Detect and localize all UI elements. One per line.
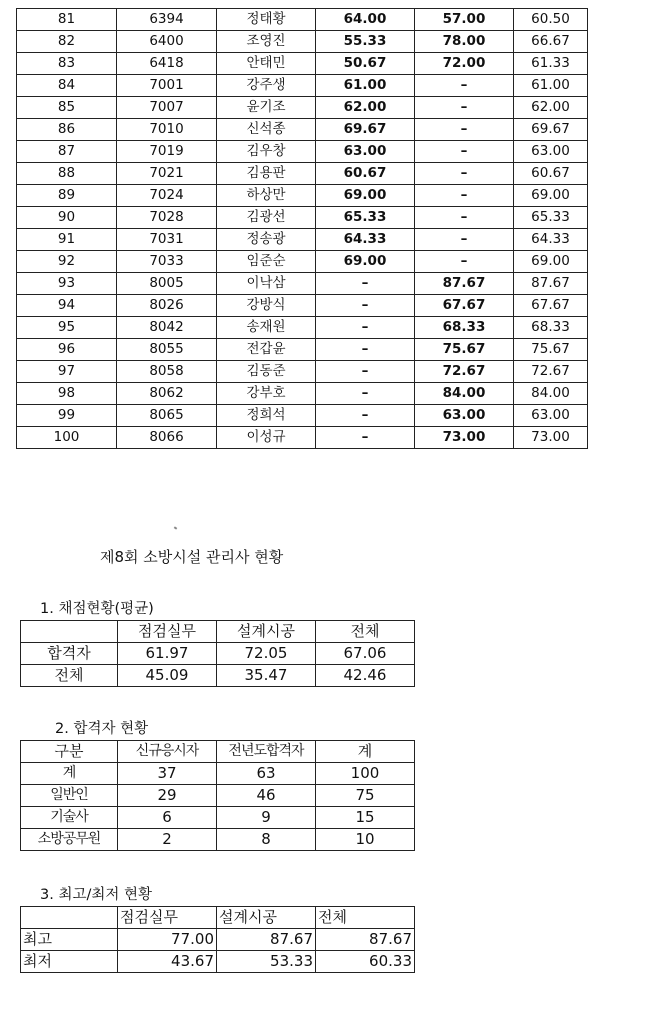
row-label: 전체 [21, 665, 118, 687]
design-score-cell: 78.00 [415, 31, 514, 53]
value-cell: 61.97 [118, 643, 217, 665]
value-cell: 63 [217, 763, 316, 785]
name-cell: 하상만 [217, 185, 316, 207]
exam-number-cell: 7010 [117, 119, 217, 141]
value-cell: 75 [316, 785, 415, 807]
total-score-cell: 63.00 [514, 405, 588, 427]
value-cell: 43.67 [118, 951, 217, 973]
name-cell: 신석종 [217, 119, 316, 141]
table-row [21, 665, 415, 687]
design-score-cell: 72.67 [415, 361, 514, 383]
table-row [21, 785, 415, 807]
row-label: 최저 [21, 951, 118, 973]
exam-number-cell: 8055 [117, 339, 217, 361]
highlow-summary-table [20, 906, 415, 973]
exam-number-cell: 7024 [117, 185, 217, 207]
rank-cell: 90 [17, 207, 117, 229]
value-cell: 42.46 [316, 665, 415, 687]
design-score-cell: – [415, 75, 514, 97]
column-header [21, 907, 118, 929]
column-header: 전체 [316, 621, 415, 643]
design-score-cell: 72.00 [415, 53, 514, 75]
table-row [21, 807, 415, 829]
total-score-cell: 61.33 [514, 53, 588, 75]
rank-cell: 84 [17, 75, 117, 97]
exam-number-cell: 7033 [117, 251, 217, 273]
table-row [17, 295, 588, 317]
exam-number-cell: 8042 [117, 317, 217, 339]
inspection-score-cell: 63.00 [316, 141, 415, 163]
design-score-cell: 63.00 [415, 405, 514, 427]
row-label: 최고 [21, 929, 118, 951]
exam-number-cell: 8066 [117, 427, 217, 449]
score-summary-title: 1. 채점현황(평균) [40, 601, 154, 617]
total-score-cell: 67.67 [514, 295, 588, 317]
inspection-score-cell: – [316, 427, 415, 449]
value-cell: 2 [118, 829, 217, 851]
name-cell: 윤기조 [217, 97, 316, 119]
value-cell: 77.00 [118, 929, 217, 951]
rank-cell: 96 [17, 339, 117, 361]
inspection-score-cell: – [316, 317, 415, 339]
exam-number-cell: 7019 [117, 141, 217, 163]
value-cell: 87.67 [316, 929, 415, 951]
value-cell: 37 [118, 763, 217, 785]
value-cell: 10 [316, 829, 415, 851]
rank-cell: 86 [17, 119, 117, 141]
design-score-cell: – [415, 141, 514, 163]
name-cell: 정희석 [217, 405, 316, 427]
table-row [17, 405, 588, 427]
rank-cell: 92 [17, 251, 117, 273]
inspection-score-cell: 61.00 [316, 75, 415, 97]
name-cell: 김용판 [217, 163, 316, 185]
column-header: 전년도합격자 [217, 741, 316, 763]
row-label: 일반인 [21, 785, 118, 807]
name-cell: 김우창 [217, 141, 316, 163]
inspection-score-cell: 60.67 [316, 163, 415, 185]
table-row [17, 141, 588, 163]
inspection-score-cell: 64.33 [316, 229, 415, 251]
inspection-score-cell: 64.00 [316, 9, 415, 31]
inspection-score-cell: 69.67 [316, 119, 415, 141]
inspection-score-cell: – [316, 295, 415, 317]
table-row [17, 53, 588, 75]
inspection-score-cell: – [316, 383, 415, 405]
exam-number-cell: 8058 [117, 361, 217, 383]
table-row [17, 339, 588, 361]
design-score-cell: – [415, 251, 514, 273]
exam-number-cell: 8005 [117, 273, 217, 295]
design-score-cell: 68.33 [415, 317, 514, 339]
table-row [17, 163, 588, 185]
table-row [17, 317, 588, 339]
total-score-cell: 68.33 [514, 317, 588, 339]
column-header: 점검실무 [118, 621, 217, 643]
rank-cell: 88 [17, 163, 117, 185]
value-cell: 87.67 [217, 929, 316, 951]
total-score-cell: 73.00 [514, 427, 588, 449]
table-row [21, 829, 415, 851]
total-score-cell: 87.67 [514, 273, 588, 295]
rank-cell: 99 [17, 405, 117, 427]
value-cell: 100 [316, 763, 415, 785]
rank-cell: 81 [17, 9, 117, 31]
header-row [21, 621, 415, 643]
value-cell: 53.33 [217, 951, 316, 973]
exam-number-cell: 8026 [117, 295, 217, 317]
row-label: 합격자 [21, 643, 118, 665]
table-row [17, 273, 588, 295]
design-score-cell: 67.67 [415, 295, 514, 317]
name-cell: 이낙삼 [217, 273, 316, 295]
table-row [17, 119, 588, 141]
value-cell: 45.09 [118, 665, 217, 687]
inspection-score-cell: 65.33 [316, 207, 415, 229]
table-row [17, 361, 588, 383]
name-cell: 조영진 [217, 31, 316, 53]
exam-number-cell: 7001 [117, 75, 217, 97]
rank-cell: 82 [17, 31, 117, 53]
column-header: 설계시공 [217, 907, 316, 929]
total-score-cell: 84.00 [514, 383, 588, 405]
column-header [21, 621, 118, 643]
table-row [21, 643, 415, 665]
column-header: 설계시공 [217, 621, 316, 643]
table-row [17, 251, 588, 273]
name-cell: 김광선 [217, 207, 316, 229]
total-score-cell: 65.33 [514, 207, 588, 229]
name-cell: 전갑윤 [217, 339, 316, 361]
total-score-cell: 69.00 [514, 251, 588, 273]
rank-cell: 85 [17, 97, 117, 119]
column-header: 계 [316, 741, 415, 763]
inspection-score-cell: 69.00 [316, 185, 415, 207]
design-score-cell: 57.00 [415, 9, 514, 31]
table-row [17, 427, 588, 449]
rank-cell: 100 [17, 427, 117, 449]
design-score-cell: – [415, 185, 514, 207]
total-score-cell: 69.00 [514, 185, 588, 207]
design-score-cell: 87.67 [415, 273, 514, 295]
total-score-cell: 61.00 [514, 75, 588, 97]
name-cell: 정송광 [217, 229, 316, 251]
header-row [21, 907, 415, 929]
rank-cell: 91 [17, 229, 117, 251]
table-row [21, 929, 415, 951]
value-cell: 15 [316, 807, 415, 829]
passer-summary-title: 2. 합격자 현황 [55, 721, 149, 737]
total-score-cell: 63.00 [514, 141, 588, 163]
row-label: 소방공무원 [21, 829, 118, 851]
value-cell: 60.33 [316, 951, 415, 973]
name-cell: 강부호 [217, 383, 316, 405]
column-header: 점검실무 [118, 907, 217, 929]
exam-number-cell: 6418 [117, 53, 217, 75]
rank-cell: 94 [17, 295, 117, 317]
inspection-score-cell: 55.33 [316, 31, 415, 53]
score-summary-table [20, 620, 415, 687]
value-cell: 46 [217, 785, 316, 807]
total-score-cell: 66.67 [514, 31, 588, 53]
exam-number-cell: 6394 [117, 9, 217, 31]
value-cell: 29 [118, 785, 217, 807]
rank-cell: 83 [17, 53, 117, 75]
rank-cell: 87 [17, 141, 117, 163]
value-cell: 67.06 [316, 643, 415, 665]
table-row [17, 185, 588, 207]
header-row [21, 741, 415, 763]
value-cell: 9 [217, 807, 316, 829]
table-row [17, 75, 588, 97]
inspection-score-cell: – [316, 405, 415, 427]
rank-cell: 89 [17, 185, 117, 207]
value-cell: 8 [217, 829, 316, 851]
inspection-score-cell: – [316, 339, 415, 361]
name-cell: 송재원 [217, 317, 316, 339]
highlow-summary-title: 3. 최고/최저 현황 [40, 887, 152, 903]
passer-summary-table [20, 740, 415, 851]
design-score-cell: – [415, 207, 514, 229]
table-row [17, 31, 588, 53]
table-row [17, 229, 588, 251]
inspection-score-cell: 62.00 [316, 97, 415, 119]
design-score-cell: 73.00 [415, 427, 514, 449]
design-score-cell: – [415, 119, 514, 141]
table-row [17, 207, 588, 229]
total-score-cell: 60.67 [514, 163, 588, 185]
exam-number-cell: 8062 [117, 383, 217, 405]
name-cell: 김동준 [217, 361, 316, 383]
design-score-cell: 75.67 [415, 339, 514, 361]
value-cell: 6 [118, 807, 217, 829]
rank-cell: 98 [17, 383, 117, 405]
rank-cell: 97 [17, 361, 117, 383]
exam-number-cell: 7028 [117, 207, 217, 229]
row-label: 계 [21, 763, 118, 785]
section-title: 제8회 소방시설 관리사 현황 [100, 548, 284, 566]
name-cell: 이성규 [217, 427, 316, 449]
inspection-score-cell: 69.00 [316, 251, 415, 273]
exam-number-cell: 6400 [117, 31, 217, 53]
table-row [17, 9, 588, 31]
rank-cell: 95 [17, 317, 117, 339]
name-cell: 강주생 [217, 75, 316, 97]
design-score-cell: – [415, 229, 514, 251]
inspection-score-cell: 50.67 [316, 53, 415, 75]
exam-number-cell: 7021 [117, 163, 217, 185]
value-cell: 35.47 [217, 665, 316, 687]
scan-speck [174, 526, 178, 529]
total-score-cell: 60.50 [514, 9, 588, 31]
column-header: 신규응시자 [118, 741, 217, 763]
ranking-table [16, 8, 588, 449]
design-score-cell: – [415, 97, 514, 119]
exam-number-cell: 7031 [117, 229, 217, 251]
inspection-score-cell: – [316, 361, 415, 383]
rank-cell: 93 [17, 273, 117, 295]
total-score-cell: 62.00 [514, 97, 588, 119]
total-score-cell: 72.67 [514, 361, 588, 383]
name-cell: 임준순 [217, 251, 316, 273]
name-cell: 정태황 [217, 9, 316, 31]
value-cell: 72.05 [217, 643, 316, 665]
design-score-cell: 84.00 [415, 383, 514, 405]
column-header: 전체 [316, 907, 415, 929]
design-score-cell: – [415, 163, 514, 185]
inspection-score-cell: – [316, 273, 415, 295]
name-cell: 강방식 [217, 295, 316, 317]
total-score-cell: 64.33 [514, 229, 588, 251]
column-header: 구분 [21, 741, 118, 763]
exam-number-cell: 8065 [117, 405, 217, 427]
name-cell: 안태민 [217, 53, 316, 75]
table-row [21, 951, 415, 973]
total-score-cell: 75.67 [514, 339, 588, 361]
total-score-cell: 69.67 [514, 119, 588, 141]
exam-number-cell: 7007 [117, 97, 217, 119]
table-row [21, 763, 415, 785]
table-row [17, 97, 588, 119]
table-row [17, 383, 588, 405]
row-label: 기술사 [21, 807, 118, 829]
